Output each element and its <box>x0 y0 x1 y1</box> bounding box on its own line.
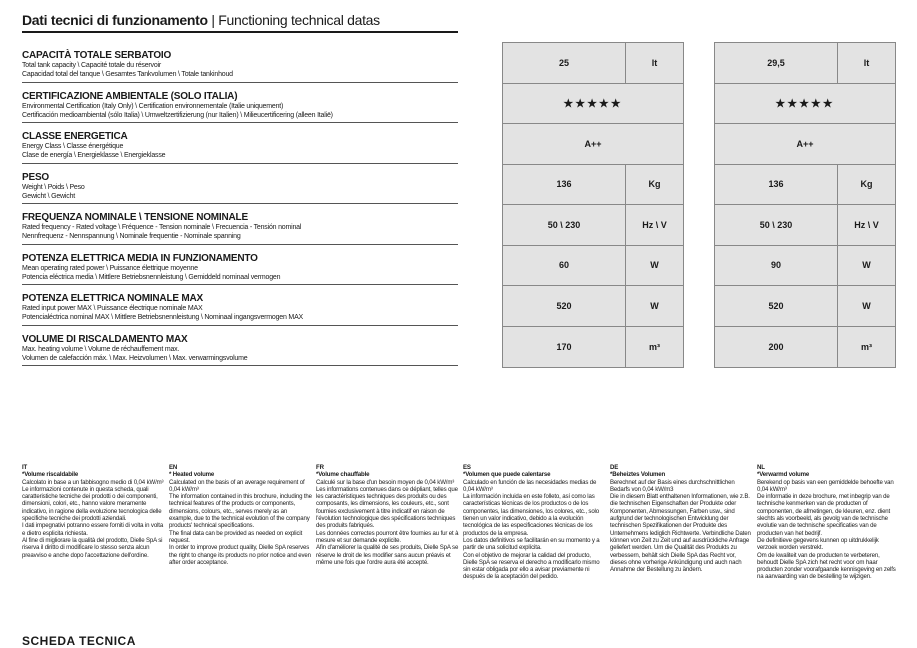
spec-heading: POTENZA ELETTRICA MEDIA IN FUNZIONAMENTO <box>22 252 258 264</box>
table-row <box>503 43 683 84</box>
table-row <box>503 165 683 206</box>
unit-cell: Hz \ V <box>837 205 895 245</box>
spec-subtitle: Potencia eléctrica media \ Mittlere Betriebsnennleistung \ Gemiddeld nominaal vermogen <box>22 273 281 281</box>
energy-class-value: A++ <box>796 138 814 149</box>
spec-subtitle: Certificación medioambiental (sólo Italia) \ Umweltzertifizierung (nur Italien) \ Milieucertificering (alleen Italië) <box>22 111 333 119</box>
table-row <box>503 84 683 125</box>
note-column <box>316 464 459 566</box>
spec-heading: FREQUENZA NOMINALE \ TENSIONE NOMINALE <box>22 212 248 223</box>
spec-subtitle: Rated frequency - Rated voltage \ Fréquence - Tension nominale \ Frecuencia - Tensión nominal <box>22 224 302 231</box>
page-title-normal: Functioning technical datas <box>218 12 380 28</box>
page-title <box>22 12 380 28</box>
spec-subtitle: Volumen de calefacción máx. \ Max. Heizvolumen \ Max. verwarmingsvolume <box>22 354 248 362</box>
unit-cell: m³ <box>837 327 895 368</box>
note-column <box>757 464 900 581</box>
spec-row <box>22 83 458 124</box>
value-cell: 136 <box>768 179 784 190</box>
spec-subtitle: Capacidad total del tanque \ Gesamtes Tankvolumen \ Totale tankinhoud <box>22 71 233 78</box>
spec-row <box>22 204 458 245</box>
unit-cell: Hz \ V <box>625 205 683 245</box>
unit-cell: lt <box>837 43 895 83</box>
spec-row <box>22 123 458 164</box>
note-column <box>169 464 312 566</box>
spec-subtitle: Clase de energía \ Energieklasse \ Energieklasse <box>22 152 166 159</box>
note-title: *Volume chauffable <box>316 471 370 479</box>
data-table-model-1 <box>502 42 684 368</box>
table-row <box>715 205 895 246</box>
note-column <box>463 464 606 581</box>
spec-subtitle: Environmental Certification (Italy Only) \ Certification environnementale (Italie uniquement) <box>22 102 284 110</box>
spec-heading: POTENZA ELETTRICA NOMINALE MAX <box>22 293 204 304</box>
table-row <box>715 246 895 287</box>
unit-cell: W <box>837 246 895 286</box>
value-cell: 136 <box>556 179 572 190</box>
table-row <box>715 43 895 84</box>
table-row <box>503 286 683 327</box>
table-row <box>503 327 683 368</box>
spec-subtitle: Mean operating rated power \ Puissance élettrique moyenne <box>22 264 198 272</box>
unit-cell: W <box>625 246 683 286</box>
spec-subtitle: Weight \ Poids \ Peso <box>22 183 85 191</box>
spec-subtitle: Gewicht \ Gewicht <box>22 192 76 200</box>
spec-heading: VOLUME DI RISCALDAMENTO MAX <box>22 333 188 345</box>
page-title-bold: Dati tecnici di funzionamento <box>22 12 208 28</box>
spec-row <box>22 164 458 205</box>
note-language-code: ES <box>463 464 471 471</box>
note-body: Calcolato in base a un fabbisogno medio di 0,04 kW/m³ Le informazioni contenute in questa scheda, quali caratteristiche tecniche dei prodotti o dei componenti, dimensioni, colori, etc., hanno valore meramente indicativo, in ragione della evoluzione tecnologica delle specifiche tecniche dei prodotti aziendali. I dati impegnativi potranno essere forniti di volta in volta e dietro esplicita richiesta. Al fine di migliorare la qualità del prodotto, Dielle SpA si riserva il diritto di modificare lo stesso senza alcun preavviso e anche dopo l'accettazione dell'ordine. <box>22 478 164 559</box>
title-rule <box>22 31 458 33</box>
rating-stars: ★★★★★ <box>775 97 835 110</box>
data-table-model-2 <box>714 42 896 368</box>
unit-cell: Kg <box>625 165 683 205</box>
note-title: *Volumen que puede calentarse <box>463 471 551 479</box>
value-cell: 50 \ 230 <box>759 219 793 230</box>
bottom-heading: SCHEDA TECNICA <box>22 634 136 648</box>
value-cell: 60 <box>558 260 569 271</box>
note-body: Calculado en función de las necesidades medias de 0,04 kW/m³ La información incluida en este folleto, así como las características técnicas de los productos o de los componentes, las dimensiones, los colores, etc., solo tienen un valor indicativo, debido a la evolución tecnológica de las especificaciones técnicas de los productos de la empresa. Los datos definitivos se facilitarán en su momento y a partir de una solicitud explícita. Con el objetivo de mejorar la calidad del producto, Dielle SpA se reserva el derecho a modificarlo mismo sin estar obligada por ello a avisar previamente ni después de la aceptación del pedido. <box>463 478 600 581</box>
table-row <box>715 124 895 165</box>
value-cell: 170 <box>556 341 572 352</box>
value-cell: 520 <box>768 300 784 311</box>
spec-subtitle: Max. heating volume \ Volume de réchauffement max. <box>22 345 180 353</box>
table-row <box>503 246 683 287</box>
note-title: *Verwarmd volume <box>757 471 810 479</box>
note-body: Berechnet auf der Basis eines durchschnittlichen Bedarfs von 0,04 kW/m3 Die in diesem Blatt enthaltenen Informationen, wie z.B. die technischen Eigenschaften der Produkte oder Komponenten, Abmessungen, Farben usw., sind aufgrund der technologischen Entwicklung der technischen Spezifikationen der Produkte des Unternehmens lediglich Richtwerte. Verbindliche Daten können von Zeit zu Zeit und auf ausdrückliche Anfrage geliefert werden. Um die Qualität des Produkts zu verbessern, behält sich Dielle SpA das Recht vor, dieses ohne vorherige Ankündigung und auch nach Annahme der Bestellung zu ändern. <box>610 478 751 574</box>
unit-cell: W <box>625 286 683 326</box>
spec-subtitle: Rated input power MAX \ Puissance électrique nominale MAX <box>22 305 203 312</box>
page-title-separator: | <box>207 12 219 28</box>
note-language-code: DE <box>610 464 619 471</box>
note-column <box>22 464 165 559</box>
note-language-code: IT <box>22 464 28 471</box>
value-cell: 29,5 <box>767 57 785 68</box>
table-row <box>715 84 895 125</box>
unit-cell: W <box>837 286 895 326</box>
spec-row <box>22 326 458 367</box>
unit-cell: m³ <box>625 327 683 368</box>
spec-row <box>22 42 458 83</box>
value-cell: 25 <box>558 57 569 68</box>
unit-cell: Kg <box>837 165 895 205</box>
spec-heading: CAPACITÀ TOTALE SERBATOIO <box>22 50 172 61</box>
note-title: * Heated volume <box>169 471 215 479</box>
spec-subtitle: Nennfrequenz - Nennspannung \ Nominale frequentie - Nominale spanning <box>22 233 241 240</box>
rating-stars: ★★★★★ <box>563 97 623 110</box>
spec-heading: CLASSE ENERGETICA <box>22 131 128 142</box>
spec-row <box>22 245 458 286</box>
table-row <box>715 165 895 206</box>
spec-list <box>22 42 458 366</box>
spec-heading: CERTIFICAZIONE AMBIENTALE (SOLO ITALIA) <box>22 90 238 102</box>
note-body: Calculé sur la base d'un besoin moyen de 0,04 kW/m³ Les informations contenues dans ce dépliant, telles que les caractéristiques techniques des produits ou des composants, les dimensions, les couleurs, etc., sont fournies exclusivement à titre indicatif en raison de l'évolution technologique des spécifications techniques des produits fabriqués. Les données correctes pourront être fournies au fur et à mesure et sur demande explicite. Afin d'améliorer la qualité de ses produits, Dielle SpA se réserve le droit de les modifier sans aucun préavis et même une fois que l'ordre aura été accepté. <box>316 478 459 566</box>
note-language-code: NL <box>757 464 765 471</box>
value-cell: 200 <box>768 341 784 352</box>
spec-heading: PESO <box>22 171 49 183</box>
note-title: *Volume riscaldabile <box>22 471 79 479</box>
note-body: Calculated on the basis of an average requirement of 0,04 kW/m³ The information contained in this brochure, including the technical features of the products or components, dimensions, colours, etc., serves merely as an example, due to the technical evolution of the company products' technical specifications. The final data can be provided as needed on explicit request. In order to improve product quality, Dielle SpA reserves the right to change its products no prior notice and even after order acceptance. <box>169 478 312 566</box>
spec-subtitle: Total tank capacity \ Capacité totale du réservoir <box>22 62 162 69</box>
energy-class-value: A++ <box>584 138 602 149</box>
table-row <box>715 327 895 368</box>
note-language-code: EN <box>169 464 178 471</box>
note-column <box>610 464 753 573</box>
value-cell: 520 <box>556 300 572 311</box>
table-row <box>503 205 683 246</box>
table-row <box>715 286 895 327</box>
spec-row <box>22 285 458 326</box>
unit-cell: lt <box>625 43 683 83</box>
value-cell: 50 \ 230 <box>547 219 581 230</box>
table-row <box>503 124 683 165</box>
note-body: Berekend op basis van een gemiddelde behoefte van 0,04 kW/m³ De informatie in deze brochure, met inbegrip van de technische kenmerken van de producten of componenten, de afmetingen, de kleuren, enz. dient slechts als voorbeeld, als gevolg van de technische evolutie van de technische specificaties van de producten van het bedrijf. De definitieve gegevens kunnen op uitdrukkelijk verzoek worden verstrekt. Om de kwaliteit van de producten te verbeteren, behoudt Dielle SpA zich het recht voor om haar producten zonder voorafgaande kennisgeving en zelfs na aanvaarding van de bestelling te wijzigen. <box>757 478 896 581</box>
value-cell: 90 <box>770 260 781 271</box>
note-language-code: FR <box>316 464 324 471</box>
spec-subtitle: Potencialéctrica nominal MAX \ Mittlere Betriebsnennleistung \ Nominaal ingangsvermogen MAX <box>22 314 304 321</box>
note-title: *Beheiztes Volumen <box>610 471 666 479</box>
spec-subtitle: Energy Class \ Classe énergétique <box>22 143 124 150</box>
